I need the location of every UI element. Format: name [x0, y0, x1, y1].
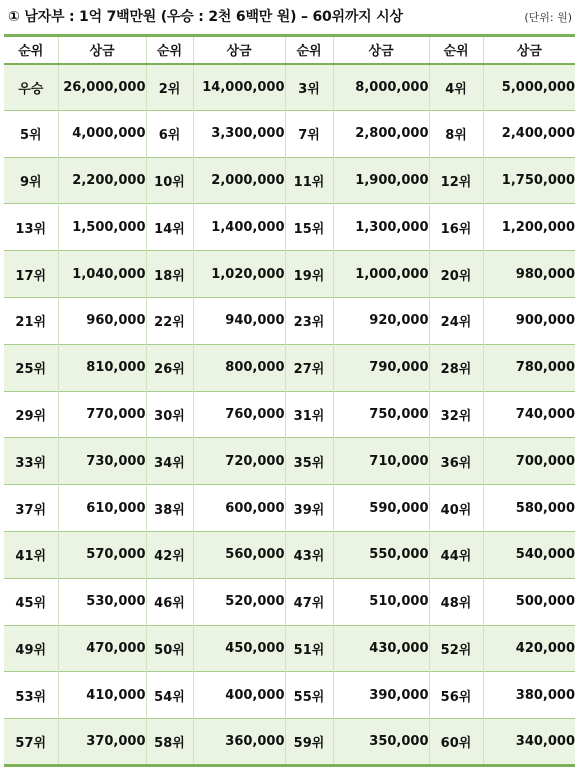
prize-cell: 1,400,000 [193, 204, 285, 251]
prize-cell: 560,000 [193, 531, 285, 578]
column-header-rank: 순위 [285, 36, 333, 64]
prize-cell: 1,900,000 [333, 157, 429, 204]
prize-cell: 730,000 [58, 438, 146, 485]
rank-cell: 56위 [429, 672, 483, 719]
rank-cell: 8위 [429, 110, 483, 157]
prize-cell: 600,000 [193, 485, 285, 532]
unit-note: (단위: 원) [524, 11, 572, 24]
rank-cell: 44위 [429, 531, 483, 578]
prize-cell: 1,040,000 [58, 251, 146, 298]
prize-cell: 1,750,000 [483, 157, 575, 204]
rank-cell: 7위 [285, 110, 333, 157]
rank-cell: 51위 [285, 625, 333, 672]
rank-cell: 40위 [429, 485, 483, 532]
column-header-prize: 상금 [193, 36, 285, 64]
column-header-rank: 순위 [429, 36, 483, 64]
rank-cell: 15위 [285, 204, 333, 251]
prize-cell: 360,000 [193, 719, 285, 766]
table-row [4, 110, 575, 157]
prize-cell: 500,000 [483, 578, 575, 625]
prize-cell: 2,400,000 [483, 110, 575, 157]
rank-cell: 29위 [4, 391, 58, 438]
rank-cell: 30위 [146, 391, 193, 438]
prize-cell: 400,000 [193, 672, 285, 719]
prize-cell: 350,000 [333, 719, 429, 766]
rank-cell: 32위 [429, 391, 483, 438]
prize-cell: 570,000 [58, 531, 146, 578]
prize-cell: 2,200,000 [58, 157, 146, 204]
table-row [4, 204, 575, 251]
column-header-prize: 상금 [58, 36, 146, 64]
rank-cell: 42위 [146, 531, 193, 578]
prize-cell: 530,000 [58, 578, 146, 625]
prize-cell: 550,000 [333, 531, 429, 578]
prize-cell: 980,000 [483, 251, 575, 298]
rank-cell: 우승 [4, 64, 58, 111]
table-header [4, 36, 575, 64]
prize-cell: 610,000 [58, 485, 146, 532]
rank-cell: 36위 [429, 438, 483, 485]
table-row [4, 672, 575, 719]
rank-cell: 3위 [285, 64, 333, 111]
prize-cell: 2,000,000 [193, 157, 285, 204]
prize-cell: 750,000 [333, 391, 429, 438]
prize-cell: 8,000,000 [333, 64, 429, 111]
rank-cell: 50위 [146, 625, 193, 672]
prize-cell: 700,000 [483, 438, 575, 485]
prize-cell: 1,500,000 [58, 204, 146, 251]
prize-cell: 940,000 [193, 297, 285, 344]
prize-cell: 580,000 [483, 485, 575, 532]
rank-cell: 16위 [429, 204, 483, 251]
table-row [4, 719, 575, 766]
rank-cell: 60위 [429, 719, 483, 766]
prize-cell: 790,000 [333, 344, 429, 391]
rank-cell: 53위 [4, 672, 58, 719]
rank-cell: 33위 [4, 438, 58, 485]
rank-cell: 19위 [285, 251, 333, 298]
rank-cell: 35위 [285, 438, 333, 485]
prize-cell: 450,000 [193, 625, 285, 672]
rank-cell: 22위 [146, 297, 193, 344]
prize-table [4, 34, 575, 767]
rank-cell: 6위 [146, 110, 193, 157]
rank-cell: 47위 [285, 578, 333, 625]
column-header-rank: 순위 [146, 36, 193, 64]
rank-cell: 17위 [4, 251, 58, 298]
prize-cell: 420,000 [483, 625, 575, 672]
rank-cell: 34위 [146, 438, 193, 485]
rank-cell: 52위 [429, 625, 483, 672]
rank-cell: 43위 [285, 531, 333, 578]
table-row [4, 485, 575, 532]
table-row [4, 297, 575, 344]
rank-cell: 9위 [4, 157, 58, 204]
prize-cell: 1,300,000 [333, 204, 429, 251]
prize-cell: 4,000,000 [58, 110, 146, 157]
prize-cell: 2,800,000 [333, 110, 429, 157]
table-row [4, 438, 575, 485]
rank-cell: 59위 [285, 719, 333, 766]
rank-cell: 18위 [146, 251, 193, 298]
rank-cell: 24위 [429, 297, 483, 344]
rank-cell: 49위 [4, 625, 58, 672]
rank-cell: 37위 [4, 485, 58, 532]
rank-cell: 26위 [146, 344, 193, 391]
rank-cell: 10위 [146, 157, 193, 204]
prize-cell: 740,000 [483, 391, 575, 438]
rank-cell: 39위 [285, 485, 333, 532]
prize-cell: 410,000 [58, 672, 146, 719]
rank-cell: 11위 [285, 157, 333, 204]
rank-cell: 21위 [4, 297, 58, 344]
table-row [4, 578, 575, 625]
prize-cell: 900,000 [483, 297, 575, 344]
prize-cell: 3,300,000 [193, 110, 285, 157]
page-title: ① 남자부 : 1억 7백만원 (우승 : 2천 6백만 원) – 60위까지 시상 [8, 9, 403, 25]
rank-cell: 14위 [146, 204, 193, 251]
table-body [4, 64, 575, 766]
rank-cell: 48위 [429, 578, 483, 625]
prize-cell: 5,000,000 [483, 64, 575, 111]
header-row [4, 36, 575, 64]
prize-cell: 520,000 [193, 578, 285, 625]
prize-cell: 720,000 [193, 438, 285, 485]
rank-cell: 13위 [4, 204, 58, 251]
rank-cell: 45위 [4, 578, 58, 625]
prize-cell: 710,000 [333, 438, 429, 485]
table-row [4, 344, 575, 391]
table-row [4, 625, 575, 672]
rank-cell: 27위 [285, 344, 333, 391]
rank-cell: 5위 [4, 110, 58, 157]
prize-cell: 340,000 [483, 719, 575, 766]
rank-cell: 55위 [285, 672, 333, 719]
prize-cell: 770,000 [58, 391, 146, 438]
prize-cell: 810,000 [58, 344, 146, 391]
column-header-prize: 상금 [483, 36, 575, 64]
prize-cell: 430,000 [333, 625, 429, 672]
prize-cell: 390,000 [333, 672, 429, 719]
prize-cell: 370,000 [58, 719, 146, 766]
prize-cell: 380,000 [483, 672, 575, 719]
rank-cell: 38위 [146, 485, 193, 532]
table-row [4, 64, 575, 111]
rank-cell: 4위 [429, 64, 483, 111]
prize-cell: 800,000 [193, 344, 285, 391]
rank-cell: 28위 [429, 344, 483, 391]
table-row [4, 157, 575, 204]
rank-cell: 2위 [146, 64, 193, 111]
rank-cell: 41위 [4, 531, 58, 578]
prize-cell: 1,020,000 [193, 251, 285, 298]
rank-cell: 46위 [146, 578, 193, 625]
prize-cell: 760,000 [193, 391, 285, 438]
prize-cell: 590,000 [333, 485, 429, 532]
prize-cell: 510,000 [333, 578, 429, 625]
prize-cell: 540,000 [483, 531, 575, 578]
table-row [4, 391, 575, 438]
title-row [0, 0, 580, 34]
prize-cell: 920,000 [333, 297, 429, 344]
prize-cell: 26,000,000 [58, 64, 146, 111]
prize-cell: 470,000 [58, 625, 146, 672]
column-header-prize: 상금 [333, 36, 429, 64]
table-row [4, 531, 575, 578]
rank-cell: 31위 [285, 391, 333, 438]
prize-cell: 780,000 [483, 344, 575, 391]
rank-cell: 25위 [4, 344, 58, 391]
rank-cell: 12위 [429, 157, 483, 204]
prize-cell: 1,000,000 [333, 251, 429, 298]
rank-cell: 58위 [146, 719, 193, 766]
prize-cell: 1,200,000 [483, 204, 575, 251]
prize-cell: 960,000 [58, 297, 146, 344]
column-header-rank: 순위 [4, 36, 58, 64]
prize-cell: 14,000,000 [193, 64, 285, 111]
rank-cell: 23위 [285, 297, 333, 344]
rank-cell: 57위 [4, 719, 58, 766]
table-row [4, 251, 575, 298]
rank-cell: 20위 [429, 251, 483, 298]
rank-cell: 54위 [146, 672, 193, 719]
